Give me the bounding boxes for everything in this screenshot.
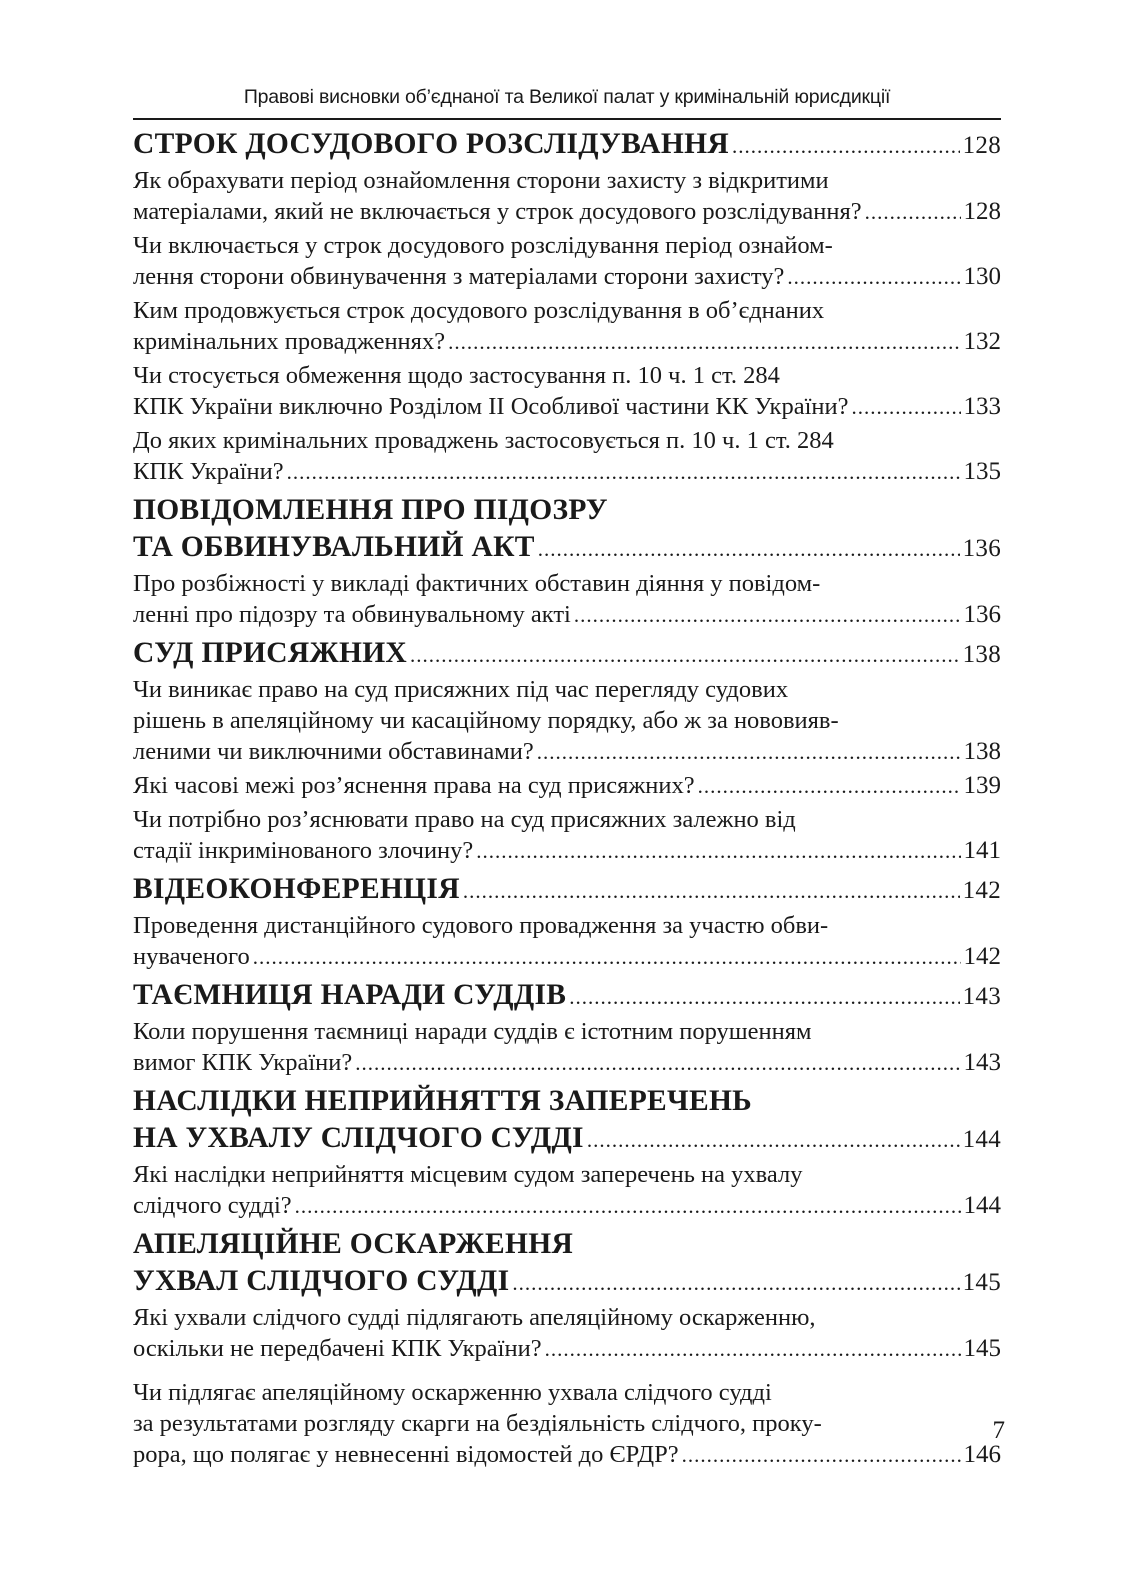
dot-leader (698, 771, 961, 802)
entry-line (133, 1408, 1001, 1439)
section-title-text: НАСЛІДКИ НЕПРИЙНЯТТЯ ЗАПЕРЕЧЕНЬ (133, 1085, 752, 1117)
section-page-number: 143 (962, 983, 1001, 1010)
table-of-contents (133, 124, 1001, 1473)
entry-page-number: 136 (963, 601, 1001, 628)
section-title (133, 1120, 1001, 1159)
entry-line (133, 568, 1001, 599)
toc-entry[interactable] (133, 910, 1001, 973)
entry-line (133, 1302, 1001, 1333)
entry-line (133, 360, 1001, 391)
entry-page-number: 132 (963, 328, 1001, 355)
section-title (133, 1226, 1001, 1263)
entry-text: Про розбіжності у викладі фактичних обставин діяння у повідом- (133, 570, 821, 597)
section-page-number: 144 (962, 1126, 1001, 1153)
entry-text: Чи потрібно роз’яснювати право на суд присяжних залежно від (133, 806, 796, 833)
dot-leader (545, 1334, 961, 1365)
toc-section (133, 1083, 1001, 1222)
toc-section (133, 871, 1001, 973)
toc-entry[interactable] (133, 165, 1001, 228)
dot-leader (732, 128, 960, 165)
entry-text: Які ухвали слідчого судді підлягають апеляційному оскарженню, (133, 1304, 816, 1331)
section-title-text: ТАЄМНИЦЯ НАРАДИ СУДДІВ (133, 979, 567, 1011)
entry-line (133, 1159, 1001, 1190)
section-title-text: АПЕЛЯЦІЙНЕ ОСКАРЖЕННЯ (133, 1228, 574, 1260)
dot-leader (537, 737, 961, 768)
entry-text: КПК України виключно Розділом ІІ Особливої частини КК України? (133, 393, 849, 420)
entry-line (133, 1377, 1001, 1408)
entry-line (133, 770, 1001, 802)
entry-text: Які часові межі роз’яснення права на суд присяжних? (133, 772, 695, 799)
entry-text: Чи виникає право на суд присяжних під час перегляду судових (133, 676, 789, 703)
section-title (133, 1083, 1001, 1120)
dot-leader (355, 1048, 960, 1079)
entry-text: Чи включається у строк досудового розслідування період ознайом- (133, 232, 833, 259)
entry-text: слідчого судді? (133, 1192, 292, 1219)
dot-leader (295, 1191, 961, 1222)
entry-line (133, 599, 1001, 631)
dot-leader (463, 873, 960, 910)
entry-text: лення сторони обвинувачення з матеріалами сторони захисту? (133, 263, 785, 290)
entry-page-number: 142 (963, 943, 1001, 970)
section-page-number: 136 (962, 535, 1001, 562)
toc-entry[interactable] (133, 230, 1001, 293)
entry-line (133, 425, 1001, 456)
entry-page-number: 135 (963, 458, 1001, 485)
toc-entry[interactable] (133, 1302, 1001, 1365)
section-page-number: 142 (962, 877, 1001, 904)
entry-text: рора, що полягає у невнесенні відомостей до ЄРДР? (133, 1441, 679, 1468)
section-page-number: 145 (962, 1269, 1001, 1296)
entry-line (133, 910, 1001, 941)
entry-text: оскільки не передбачені КПК України? (133, 1335, 542, 1362)
section-title (133, 492, 1001, 529)
toc-entry[interactable] (133, 425, 1001, 488)
entry-line (133, 1439, 1001, 1471)
dot-leader (587, 1122, 960, 1159)
entry-text: рішень в апеляційному чи касаційному порядку, або ж за нововияв- (133, 707, 839, 734)
entry-line (133, 456, 1001, 488)
entry-line (133, 674, 1001, 705)
entry-page-number: 130 (963, 263, 1001, 290)
toc-entry[interactable] (133, 1377, 1001, 1471)
dot-leader (538, 531, 960, 568)
entry-line (133, 1047, 1001, 1079)
toc-entry[interactable] (133, 360, 1001, 423)
entry-line (133, 196, 1001, 228)
entry-page-number: 146 (963, 1441, 1001, 1468)
dot-leader (865, 197, 961, 228)
header-rule (133, 118, 1001, 120)
dot-leader (569, 979, 959, 1016)
toc-entry[interactable] (133, 1016, 1001, 1079)
entry-line (133, 1190, 1001, 1222)
section-title-text: УХВАЛ СЛІДЧОГО СУДДІ (133, 1265, 510, 1297)
toc-section (133, 492, 1001, 631)
entry-text: матеріалами, який не включається у строк досудового розслідування? (133, 198, 862, 225)
toc-entry[interactable] (133, 674, 1001, 768)
entry-text: Які наслідки неприйняття місцевим судом заперечень на ухвалу (133, 1161, 803, 1188)
entry-text: вимог КПК України? (133, 1049, 353, 1076)
toc-entry[interactable] (133, 295, 1001, 358)
toc-section (133, 635, 1001, 867)
entry-text: КПК України? (133, 458, 284, 485)
entry-line (133, 230, 1001, 261)
running-header: Правові висновки об’єднаної та Великої палат у кримінальній юрисдикції (243, 86, 891, 108)
entry-text: Ким продовжується строк досудового розслідування в об’єднаних (133, 297, 825, 324)
entry-line (133, 295, 1001, 326)
toc-section (133, 126, 1001, 488)
entry-text: Проведення дистанційного судового провадження за участю обви- (133, 912, 829, 939)
entry-line (133, 261, 1001, 293)
section-title (133, 635, 1001, 674)
entry-page-number: 141 (963, 837, 1001, 864)
toc-section (133, 977, 1001, 1079)
dot-leader (574, 600, 961, 631)
entry-text: Чи підлягає апеляційному оскарженню ухвала слідчого судді (133, 1379, 772, 1406)
entry-page-number: 133 (963, 393, 1001, 420)
entry-text: леними чи виключними обставинами? (133, 738, 534, 765)
section-title (133, 977, 1001, 1016)
entry-line (133, 804, 1001, 835)
dot-leader (476, 836, 960, 867)
section-title-text: СТРОК ДОСУДОВОГО РОЗСЛІДУВАННЯ (133, 128, 729, 160)
toc-section (133, 1226, 1001, 1471)
dot-leader (253, 942, 961, 973)
section-page-number: 128 (962, 132, 1001, 159)
entry-line (133, 326, 1001, 358)
page-number: 7 (992, 1417, 1005, 1444)
entry-page-number: 145 (963, 1335, 1001, 1362)
dot-leader (512, 1265, 959, 1302)
section-title-text: ТА ОБВИНУВАЛЬНИЙ АКТ (133, 531, 535, 563)
entry-line (133, 835, 1001, 867)
entry-text: Коли порушення таємниці наради суддів є істотним порушенням (133, 1018, 812, 1045)
entry-text: Як обрахувати період ознайомлення сторони захисту з відкритими (133, 167, 829, 194)
section-title-text: ВІДЕОКОНФЕРЕНЦІЯ (133, 873, 460, 905)
entry-line (133, 736, 1001, 768)
toc-entry[interactable] (133, 1159, 1001, 1222)
dot-leader (787, 262, 960, 293)
entry-line (133, 1333, 1001, 1365)
toc-entry[interactable] (133, 770, 1001, 802)
entry-text: стадії інкримінованого злочину? (133, 837, 474, 864)
section-title-text: ПОВІДОМЛЕННЯ ПРО ПІДОЗРУ (133, 494, 608, 526)
section-page-number: 138 (962, 641, 1001, 668)
dot-leader (682, 1440, 961, 1471)
toc-entry[interactable] (133, 804, 1001, 867)
entry-text: за результатами розгляду скарги на бездіяльність слідчого, проку- (133, 1410, 822, 1437)
entry-page-number: 144 (963, 1192, 1001, 1219)
entry-text: Чи стосується обмеження щодо застосування п. 10 ч. 1 ст. 284 (133, 362, 780, 389)
section-title (133, 1263, 1001, 1302)
entry-page-number: 138 (963, 738, 1001, 765)
dot-leader (448, 327, 960, 358)
section-title-text: СУД ПРИСЯЖНИХ (133, 637, 408, 669)
entry-page-number: 143 (963, 1049, 1001, 1076)
section-title (133, 529, 1001, 568)
entry-line (133, 941, 1001, 973)
entry-line (133, 165, 1001, 196)
entry-line (133, 1016, 1001, 1047)
entry-line (133, 705, 1001, 736)
entry-text: нуваченого (133, 943, 250, 970)
entry-page-number: 139 (963, 772, 1001, 799)
entry-page-number: 128 (963, 198, 1001, 225)
toc-entry[interactable] (133, 568, 1001, 631)
dot-leader (287, 457, 961, 488)
dot-leader (410, 637, 960, 674)
entry-line (133, 391, 1001, 423)
section-title (133, 871, 1001, 910)
section-title (133, 126, 1001, 165)
dot-leader (851, 392, 960, 423)
section-title-text: НА УХВАЛУ СЛІДЧОГО СУДДІ (133, 1122, 584, 1154)
entry-text: ленні про підозру та обвинувальному акті (133, 601, 571, 628)
entry-text: кримінальних провадженнях? (133, 328, 446, 355)
entry-text: До яких кримінальних проваджень застосовується п. 10 ч. 1 ст. 284 (133, 427, 834, 454)
